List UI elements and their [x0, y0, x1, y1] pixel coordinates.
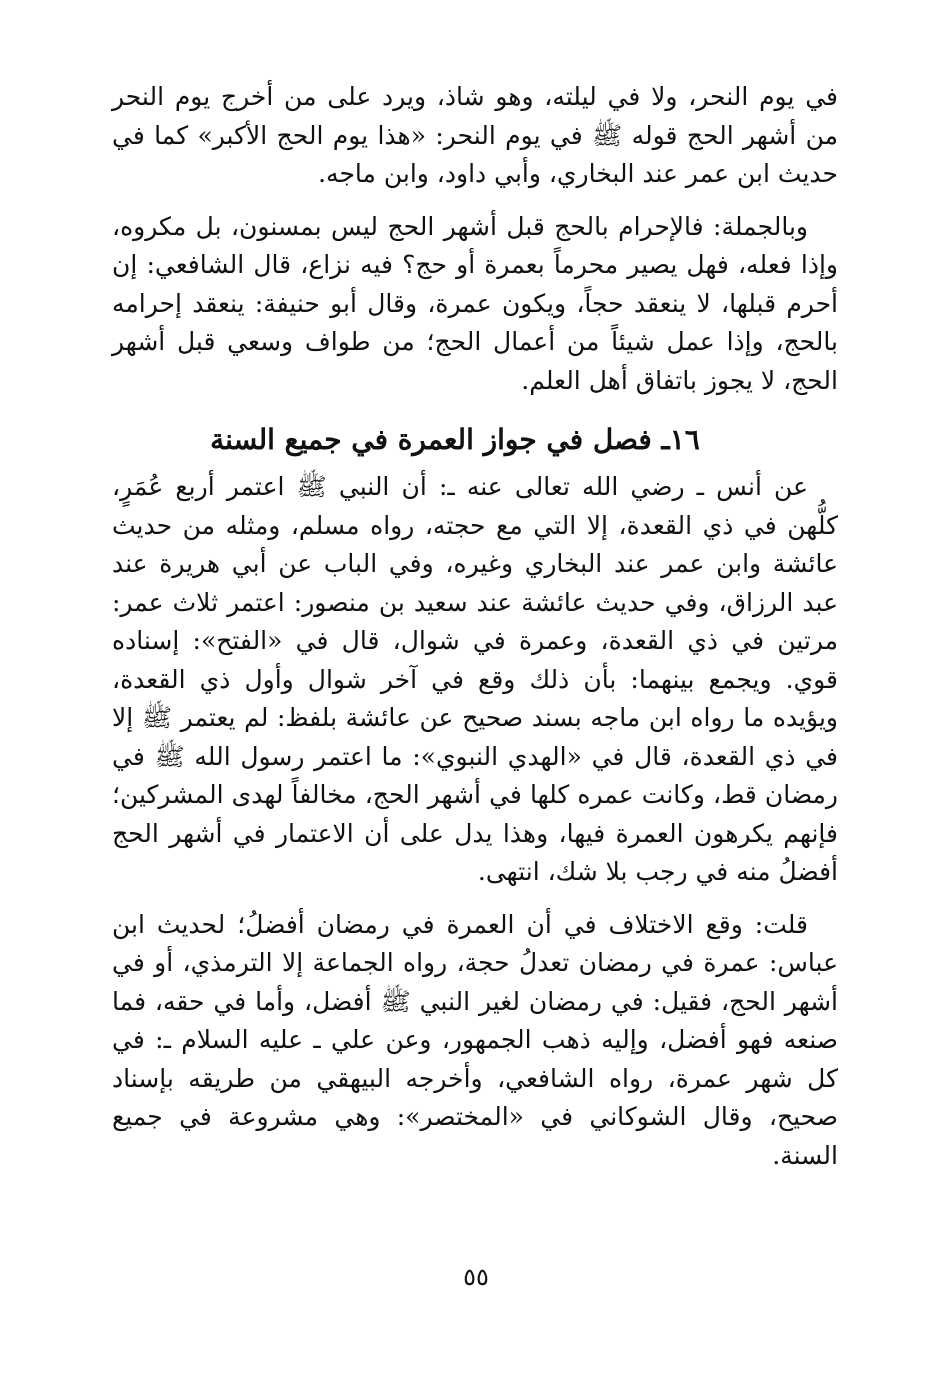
paragraph-anas-hadith: عن أنس ـ رضي الله تعالى عنه ـ: أن النبي ﷺ اعتمر أربع عُمَرٍ، كلُّهن في ذي القعدة، إلا التي مع حجته، رواه مسلم، ومثله من حديث عائشة وابن عمر عند البخاري وغيره، وفي الباب عن أبي هريرة عند عبد الرزاق، وفي حديث عائشة عند سعيد بن منصور: اعتمر ثلاث عمر: مرتين في ذي القعدة، وعمرة في شوال، قال في «الفتح»: إسناده قوي. ويجمع بينهما: بأن ذلك وقع في آخر شوال وأول ذي القعدة، ويؤيده ما رواه ابن ماجه بسند صحيح عن عائشة بلفظ: لم يعتمر ﷺ إلا في ذي القعدة، قال في «الهدي النبوي»: ما اعتمر رسول الله ﷺ في رمضان قط، وكانت عمره كلها في أشهر الحج، مخالفاً لهدى المشركين؛ فإنهم يكرهون العمرة فيها، وهذا يدل على أن الاعتمار في أشهر الحج أفضلُ منه في رجب بلا شك، انتهى.	[112, 472, 838, 886]
paragraph-hajj-day: في يوم النحر، ولا في ليلته، وهو شاذ، ويرد على من أخرج يوم النحر من أشهر الحج قوله ﷺ في يوم النحر: «هذا يوم الحج الأكبر» كما في حديث ابن عمر عند البخاري، وأبي داود، وابن ماجه.	[112, 82, 838, 188]
paragraph-umrah-ramadan: قلت: وقع الاختلاف في أن العمرة في رمضان أفضلُ؛ لحديث ابن عباس: عمرة في رمضان تعدلُ حجة، رواه الجماعة إلا الترمذي، أو في أشهر الحج، فقيل: في رمضان لغير النبي ﷺ أفضل، وأما في حقه، فما صنعه فهو أفضل، وإليه ذهب الجمهور، وعن علي ـ عليه السلام ـ: في كل شهر عمرة، رواه الشافعي، وأخرجه البيهقي من طريقه بإسناد صحيح، وقال الشوكاني في «المختصر»: وهي مشروعة في جميع السنة.	[112, 909, 838, 1170]
page-body	[112, 78, 838, 1338]
section-heading: ١٦ـ فصل في جواز العمرة في جميع السنة	[210, 423, 700, 456]
paragraph-ihram-before-hajj-months: وبالجملة: فالإحرام بالحج قبل أشهر الحج ليس بمسنون، بل مكروه، وإذا فعله، فهل يصير محرماً بعمرة أو حج؟ فيه نزاع، قال الشافعي: إن أحرم قبلها، لا ينعقد حجاً، ويكون عمرة، وقال أبو حنيفة: ينعقد إحرامه بالحج، وإذا عمل شيئاً من أعمال الحج؛ من طواف وسعي قبل أشهر الحج، لا يجوز باتفاق أهل العلم.	[112, 211, 838, 395]
page-number: ٥٥	[463, 1263, 489, 1291]
